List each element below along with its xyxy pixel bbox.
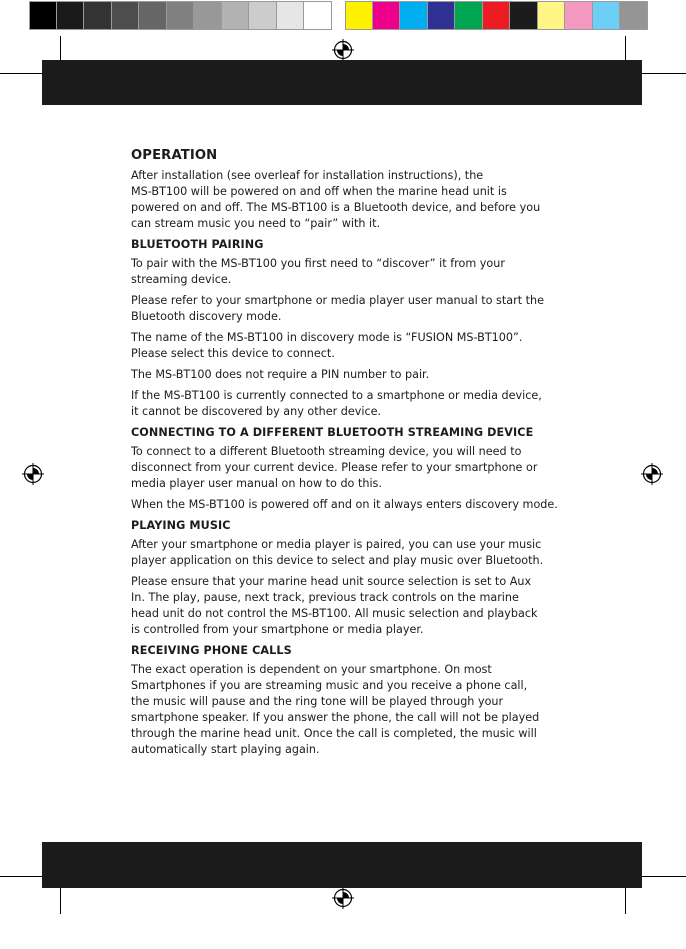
text-line: is controlled from your smartphone or media player. (131, 623, 424, 636)
crop-mark (640, 876, 686, 877)
text-line: it cannot be discovered by any other device. (131, 405, 382, 418)
text-line: The MS-BT100 does not require a PIN number to pair. (131, 368, 430, 381)
section-heading: PLAYING MUSIC (131, 519, 231, 532)
color-swatch (483, 1, 511, 30)
body-paragraph (131, 574, 559, 638)
document-section (131, 518, 559, 638)
text-line: automatically start playing again. (131, 743, 320, 756)
text-line: powered on and off. The MS-BT100 is a Bluetooth device, and before you (131, 201, 541, 214)
body-paragraph (131, 662, 559, 758)
text-line: Please select this device to connect. (131, 347, 335, 360)
color-calibration-strip (345, 1, 648, 30)
color-swatch (455, 1, 483, 30)
section-heading: BLUETOOTH PAIRING (131, 238, 264, 251)
body-paragraph (131, 367, 559, 383)
color-swatch (84, 1, 112, 30)
color-swatch (277, 1, 305, 30)
text-line: MS-BT100 will be powered on and off when the marine head unit is (131, 185, 507, 198)
document-section (131, 237, 559, 420)
document-section (131, 425, 559, 513)
header-band (42, 60, 642, 105)
color-swatch (57, 1, 85, 30)
text-line: through the marine head unit. Once the call is completed, the music will (131, 727, 537, 740)
text-line: Bluetooth discovery mode. (131, 310, 282, 323)
color-swatch (620, 1, 648, 30)
text-line: head unit do not control the MS-BT100. All music selection and playback (131, 607, 538, 620)
color-swatch (428, 1, 456, 30)
text-line: the music will pause and the ring tone will be played through your (131, 695, 504, 708)
text-line: After installation (see overleaf for installation instructions), the (131, 169, 484, 182)
body-paragraph (131, 330, 559, 362)
color-swatch (510, 1, 538, 30)
color-swatch (194, 1, 222, 30)
document-title: OPERATION (131, 148, 218, 163)
document-section (131, 643, 559, 758)
color-swatch (112, 1, 140, 30)
document-section (131, 168, 559, 232)
text-line: In. The play, pause, next track, previous track controls on the marine (131, 591, 519, 604)
text-line: The name of the MS-BT100 in discovery mode is “FUSION MS-BT100”. (131, 331, 523, 344)
crop-mark (0, 876, 46, 877)
crop-mark (640, 73, 686, 74)
section-heading: CONNECTING TO A DIFFERENT BLUETOOTH STREAMING DEVICE (131, 426, 534, 439)
color-swatch (139, 1, 167, 30)
text-line: disconnect from your current device. Please refer to your smartphone or (131, 461, 538, 474)
color-swatch (167, 1, 195, 30)
text-line: player application on this device to select and play music over Bluetooth. (131, 554, 544, 567)
color-swatch (304, 1, 332, 30)
document-body (131, 148, 559, 763)
registration-mark-icon (332, 887, 354, 909)
body-paragraph (131, 444, 559, 492)
text-line: media player user manual on how to do this. (131, 477, 382, 490)
text-line: Smartphones if you are streaming music and you receive a phone call, (131, 679, 528, 692)
registration-mark-icon (22, 463, 44, 485)
text-line: smartphone speaker. If you answer the phone, the call will not be played (131, 711, 540, 724)
color-swatch (373, 1, 401, 30)
color-swatch (593, 1, 621, 30)
body-paragraph (131, 168, 559, 232)
color-swatch (345, 1, 373, 30)
registration-mark-icon (641, 463, 663, 485)
text-line: To pair with the MS-BT100 you first need to “discover” it from your (131, 257, 505, 270)
body-paragraph (131, 293, 559, 325)
footer-band (42, 842, 642, 888)
color-swatch (29, 1, 57, 30)
color-swatch (538, 1, 566, 30)
color-swatch (565, 1, 593, 30)
text-line: After your smartphone or media player is paired, you can use your music (131, 538, 542, 551)
crop-mark (0, 73, 46, 74)
text-line: Please refer to your smartphone or media player user manual to start the (131, 294, 545, 307)
document-sections (131, 168, 559, 758)
registration-mark-icon (332, 39, 354, 61)
body-paragraph (131, 388, 559, 420)
text-line: can stream music you need to “pair” with it. (131, 217, 381, 230)
text-line: The exact operation is dependent on your smartphone. On most (131, 663, 492, 676)
color-swatch (400, 1, 428, 30)
grayscale-calibration-strip (29, 1, 332, 30)
text-line: Please ensure that your marine head unit source selection is set to Aux (131, 575, 532, 588)
color-swatch (249, 1, 277, 30)
body-paragraph (131, 497, 559, 513)
body-paragraph (131, 537, 559, 569)
text-line: If the MS-BT100 is currently connected to a smartphone or media device, (131, 389, 542, 402)
text-line: When the MS-BT100 is powered off and on it always enters discovery mode. (131, 498, 558, 511)
body-paragraph (131, 256, 559, 288)
section-heading: RECEIVING PHONE CALLS (131, 644, 292, 657)
text-line: streaming device. (131, 273, 232, 286)
color-swatch (222, 1, 250, 30)
text-line: To connect to a different Bluetooth streaming device, you will need to (131, 445, 522, 458)
